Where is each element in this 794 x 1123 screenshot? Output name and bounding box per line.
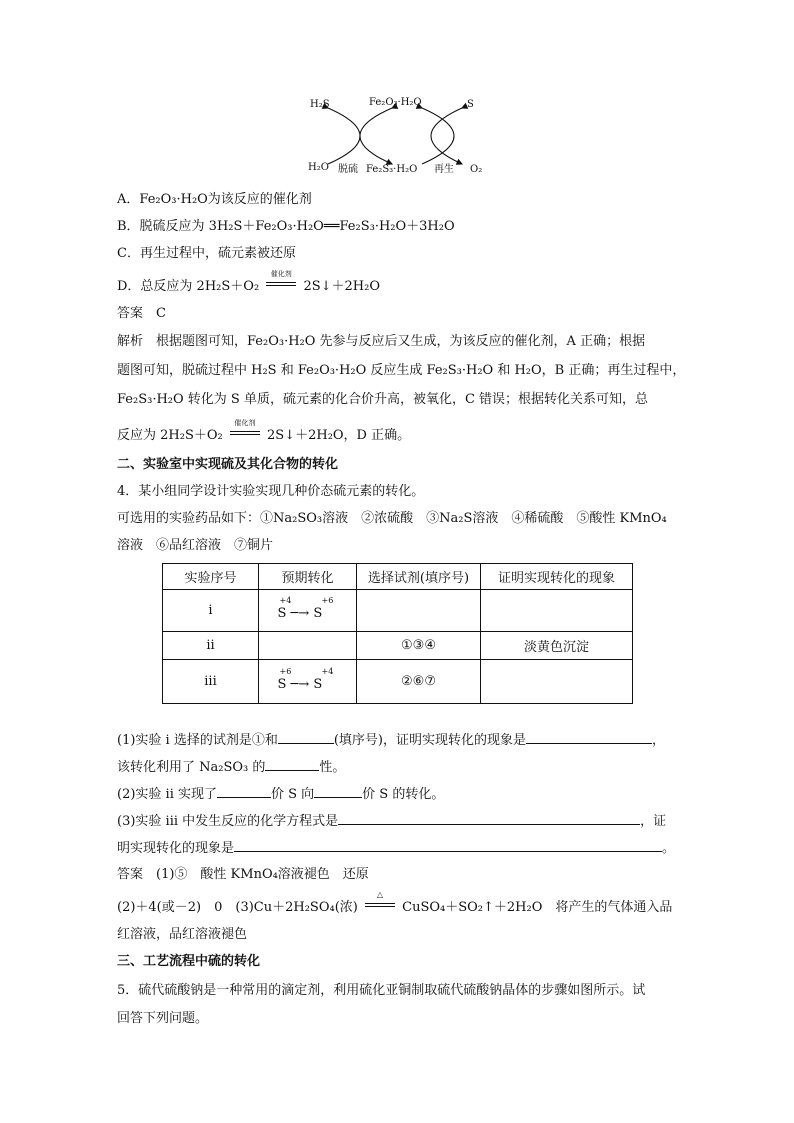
- cell-no: ii: [163, 632, 259, 660]
- cell-reagent: [357, 590, 481, 632]
- explanation-eq-right: 2S↓＋2H₂O，D 正确。: [267, 428, 411, 443]
- explanation-line-4: [117, 419, 411, 444]
- table-row: [163, 632, 633, 660]
- blank-valence-to[interactable]: [314, 785, 362, 798]
- option-d: [117, 270, 380, 295]
- valence-from: +6: [279, 666, 292, 676]
- conversion-text: S ─→ S: [277, 676, 323, 692]
- q4-p1-text-c: ，: [652, 733, 666, 748]
- cell-conversion: [259, 590, 357, 632]
- q4-p1-text-e: 性。: [319, 760, 346, 775]
- answer-q4-line-1: 答案 (1)⑤ 酸性 KMnO₄溶液褪色 还原: [117, 867, 369, 882]
- cell-conversion: [259, 660, 357, 704]
- col-header-reagent: 选择试剂(填序号): [357, 564, 481, 590]
- cell-no: i: [163, 590, 259, 632]
- desulfur-arc-2: [360, 108, 392, 164]
- q4-reagents-line-2: 溶液 ⑥品红溶液 ⑦铜片: [117, 538, 274, 553]
- label-fe2o3h2o: Fe₂O₃·H₂O: [369, 97, 422, 108]
- q4-part-1-line-2: [117, 758, 345, 776]
- q4-p3-text-c: 明实现转化的现象是: [117, 841, 235, 856]
- q4-p3-text-b: ，证: [640, 814, 667, 829]
- answer-eq-left: (2)＋4(或－2) 0 (3)Cu＋2H₂SO₄(浓): [117, 900, 358, 915]
- cell-phenomenon: 淡黄色沉淀: [481, 632, 633, 660]
- q4-part-2: [117, 785, 444, 803]
- q4-reagents-line-1: 可选用的实验药品如下：①Na₂SO₃溶液 ②浓硫酸 ③Na₂S溶液 ④稀硫酸 ⑤酸性 KMnO₄: [117, 511, 667, 526]
- q4-part-3-line-1: [117, 812, 666, 830]
- cell-phenomenon: [481, 660, 633, 704]
- label-o2: O₂: [470, 164, 483, 175]
- label-desulfur: 脱硫: [338, 164, 358, 175]
- option-b: B．脱硫反应为 3H₂S＋Fe₂O₃·H₂O══Fe₂S₃·H₂O＋3H₂O: [117, 219, 455, 234]
- cell-conversion: [259, 632, 357, 660]
- q5-stem-line-1: 5．硫代硫酸钠是一种常用的滴定剂，利用硫化亚铜制取硫代硫酸钠晶体的步骤如图所示。试: [117, 983, 646, 998]
- heat-label: △: [376, 890, 384, 899]
- answer-q4-line-2: [117, 890, 673, 916]
- heat-equals: [362, 890, 398, 911]
- section-heading-2: 二、实验室中实现硫及其化合物的转化: [117, 457, 339, 472]
- option-c: C．再生过程中，硫元素被还原: [117, 246, 296, 261]
- catalyst-equals-2: [227, 419, 263, 439]
- label-h2o: H₂O: [308, 162, 329, 173]
- blank-valence-from[interactable]: [217, 785, 271, 798]
- answer-q4-line-3: 红溶液，品红溶液褪色: [117, 927, 248, 942]
- q4-part-3-line-2: [117, 839, 675, 857]
- col-header-phenomenon: 证明实现转化的现象: [481, 564, 633, 590]
- blank-reagent[interactable]: [278, 731, 334, 744]
- q4-p2-text-b: 价 S 向: [271, 787, 315, 802]
- experiment-table: [162, 563, 633, 704]
- catalyst-label-2: 催化剂: [234, 419, 256, 427]
- q4-p1-text-a: (1)实验 i 选择的试剂是①和: [117, 733, 278, 748]
- catalyst-equals: [263, 270, 299, 290]
- cell-phenomenon: [481, 590, 633, 632]
- regen-arc-2: [431, 108, 462, 164]
- answer-q3: 答案 C: [117, 306, 166, 321]
- explanation-line-1: 解析 根据题图可知，Fe₂O₃·H₂O 先参与反应后又生成，为该反应的催化剂，A 正确；根据: [117, 334, 646, 349]
- section-heading-3: 三、工艺流程中硫的转化: [117, 954, 261, 969]
- cell-reagent: ②⑥⑦: [357, 660, 481, 704]
- valence-from: +4: [279, 595, 292, 605]
- blank-property[interactable]: [265, 758, 319, 771]
- blank-phenomenon[interactable]: [526, 731, 652, 744]
- label-h2s: H₂S: [310, 99, 330, 110]
- explanation-line-3: Fe₂S₃·H₂O 转化为 S 单质，硫元素的化合价升高，被氧化，C 错误；根据转化关系可知，总: [117, 392, 649, 407]
- valence-to: +4: [321, 666, 334, 676]
- blank-observation[interactable]: [234, 839, 662, 852]
- label-s: S: [467, 99, 474, 110]
- q4-p1-text-d: 该转化利用了 Na₂SO₃ 的: [117, 760, 266, 775]
- option-d-right: 2S↓＋2H₂O: [303, 279, 380, 294]
- table-row: [163, 660, 633, 704]
- label-fe2s3h2o: Fe₂S₃·H₂O: [366, 164, 418, 175]
- regen-arc: [422, 108, 454, 164]
- q4-p2-text-c: 价 S 的转化。: [362, 787, 445, 802]
- conversion-text: S ─→ S: [277, 605, 323, 621]
- table-row: [163, 590, 633, 632]
- option-d-left: D．总反应为 2H₂S＋O₂: [117, 279, 260, 294]
- label-regen: 再生: [434, 164, 454, 175]
- answer-eq-right: CuSO₄＋SO₂↑＋2H₂O 将产生的气体通入品: [402, 900, 673, 915]
- valence-to: +6: [321, 595, 334, 605]
- cell-no: iii: [163, 660, 259, 704]
- option-a: A．Fe₂O₃·H₂O为该反应的催化剂: [117, 192, 312, 207]
- cell-reagent: ①③④: [357, 632, 481, 660]
- q5-stem-line-2: 回答下列问题。: [117, 1011, 209, 1026]
- q4-p2-text-a: (2)实验 ii 实现了: [117, 787, 217, 802]
- col-header-no: 实验序号: [163, 564, 259, 590]
- desulfur-arc: [328, 108, 360, 164]
- col-header-conversion: 预期转化: [259, 564, 357, 590]
- explanation-eq-left: 反应为 2H₂S＋O₂: [117, 428, 223, 443]
- q4-p3-text-d: 。: [662, 841, 676, 856]
- catalyst-label: 催化剂: [270, 270, 292, 278]
- q4-part-1-line-1: [117, 731, 665, 749]
- explanation-line-2: 题图可知，脱硫过程中 H₂S 和 Fe₂O₃·H₂O 反应生成 Fe₂S₃·H₂O 和 H₂O，B 正确；再生过程中，: [117, 363, 686, 378]
- q4-p1-text-b: (填序号)，证明实现转化的现象是: [333, 733, 526, 748]
- q4-stem: 4．某小组同学设计实验实现几种价态硫元素的转化。: [117, 484, 425, 499]
- q4-p3-text-a: (3)实验 iii 中发生反应的化学方程式是: [117, 814, 339, 829]
- blank-equation[interactable]: [338, 812, 640, 825]
